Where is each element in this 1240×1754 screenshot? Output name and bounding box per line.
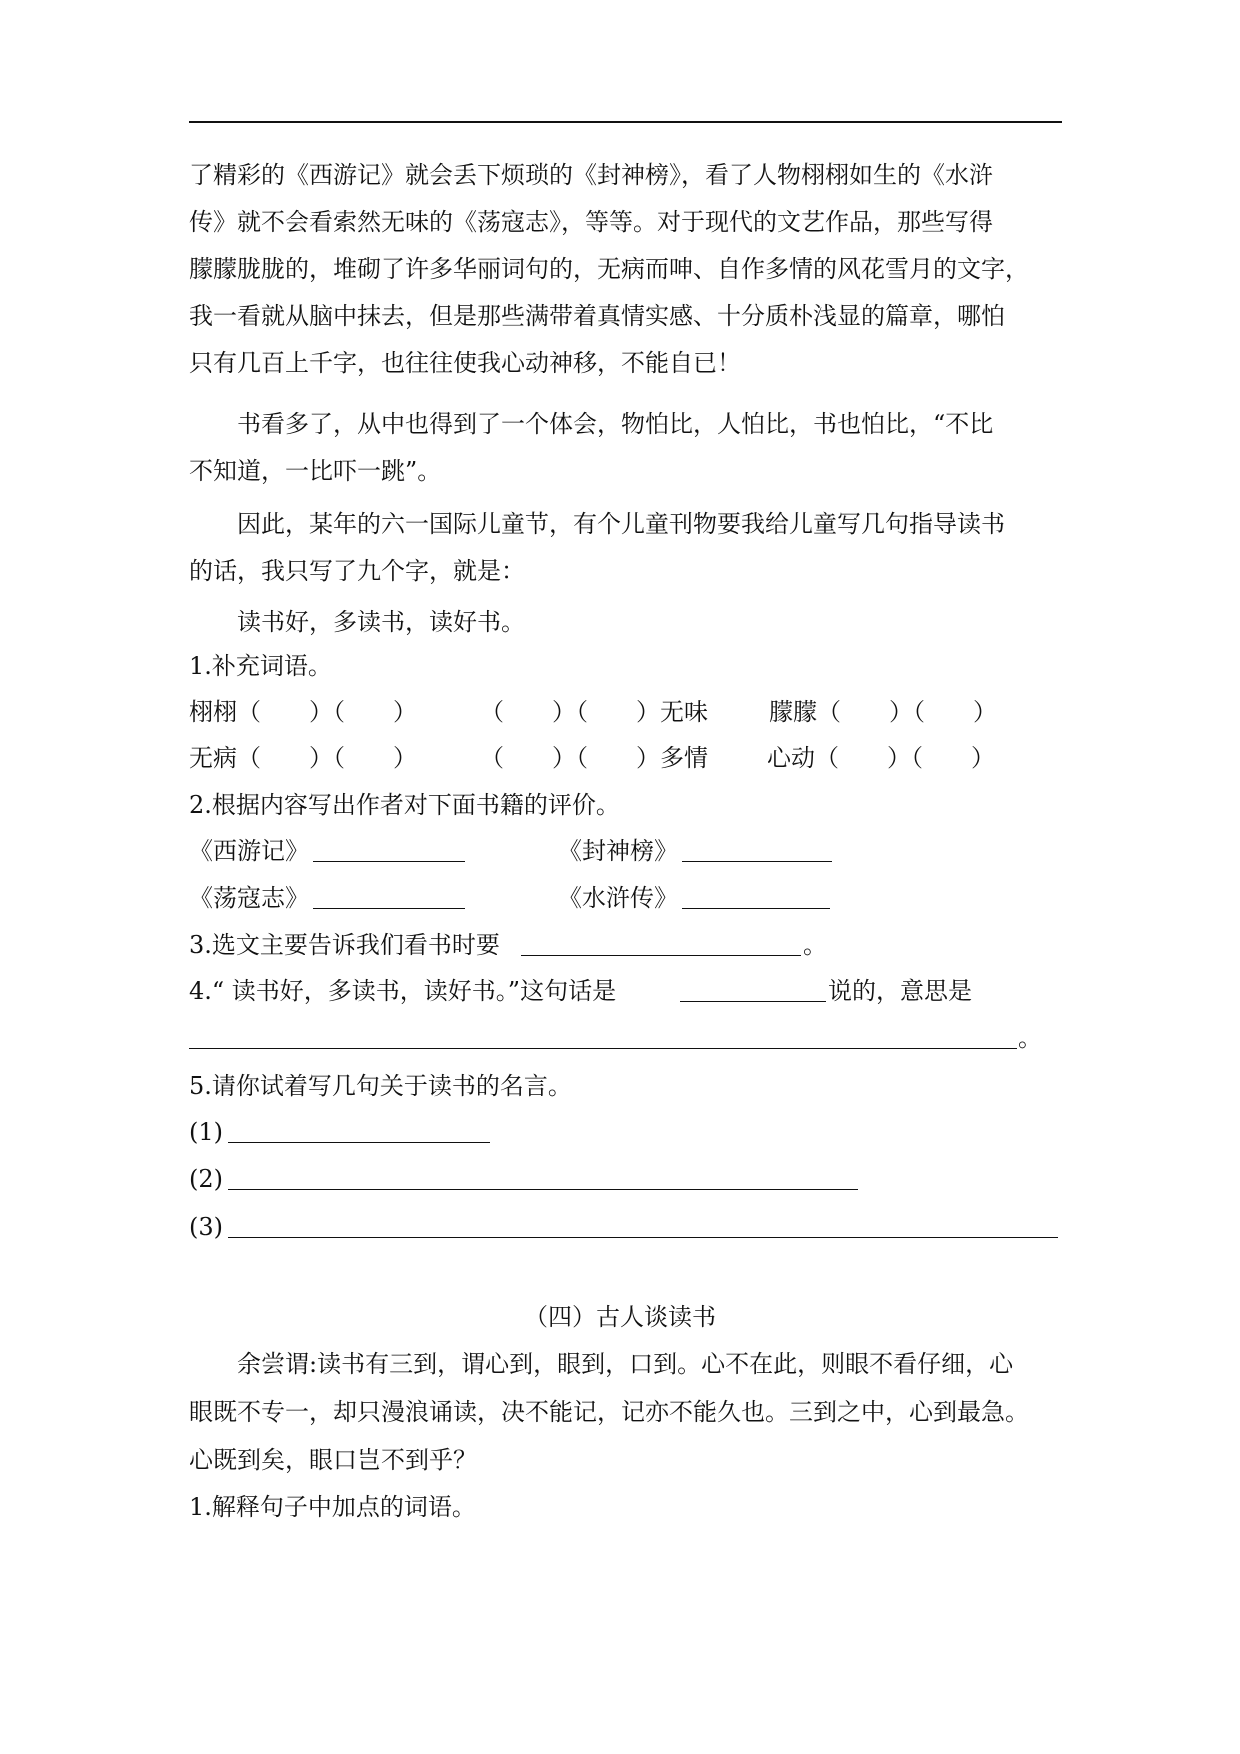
q1-blank-group-6[interactable]: （ ）（ ）: [815, 744, 995, 772]
book-xiyouji: 《西游记》: [189, 837, 309, 865]
answer-line-q3[interactable]: [521, 933, 801, 956]
q1-blank-group-1[interactable]: （ ）（ ）: [237, 698, 417, 726]
passage-line: 朦朦胧胧的，堆砌了许多华丽词句的，无病而呻、自作多情的风花雪月的文字，: [189, 255, 1029, 283]
section-4-line: 心既到矣，眼口岂不到乎？: [189, 1446, 477, 1474]
answer-line-xiyouji[interactable]: [313, 839, 465, 862]
q1-blank-group-5[interactable]: （ ）（ ）多情: [480, 744, 708, 772]
q3-period: 。: [803, 931, 827, 959]
answer-line-q4-speaker[interactable]: [680, 979, 826, 1002]
passage-line: 的话，我只写了九个字，就是：: [189, 557, 525, 585]
answer-line-dangkouzhi[interactable]: [313, 886, 465, 909]
section-4-line: 余尝谓:读书有三到，谓心到，眼到，口到。心不在此，则眼不看仔细，心: [237, 1350, 1014, 1378]
q1-blank-group-3[interactable]: （ ）（ ）: [817, 698, 997, 726]
question-4-label: 4.“ 读书好，多读书，读好书。”这句话是: [189, 977, 617, 1005]
q4-period: 。: [1018, 1024, 1042, 1052]
q1-word-4: 无病: [189, 744, 237, 772]
question-2-label: 2.根据内容写出作者对下面书籍的评价。: [189, 791, 620, 819]
section-4-line: 眼既不专一，却只漫浪诵读，决不能记，记亦不能久也。三到之中，心到最急。: [189, 1398, 1029, 1426]
section-4-title: （四）古人谈读书: [524, 1303, 716, 1331]
question-5-label: 5.请你试着写几句关于读书的名言。: [189, 1072, 572, 1100]
answer-line-fengshenbang[interactable]: [682, 839, 832, 862]
answer-line-q5-3[interactable]: [228, 1215, 1058, 1238]
passage-line: 传》就不会看索然无味的《荡寇志》，等等。对于现代的文艺作品，那些写得: [189, 208, 993, 236]
passage-line: 书看多了，从中也得到了一个体会，物怕比，人怕比，书也怕比，“不比: [237, 410, 994, 438]
q1-blank-group-2[interactable]: （ ）（ ）无味: [480, 698, 708, 726]
passage-line: 不知道，一比吓一跳”。: [189, 457, 442, 485]
passage-line: 我一看就从脑中抹去，但是那些满带着真情实感、十分质朴浅显的篇章，哪怕: [189, 302, 1005, 330]
answer-line-shuihuzhuan[interactable]: [682, 886, 830, 909]
q1-word-1: 栩栩: [189, 698, 237, 726]
header-rule: [189, 121, 1062, 123]
q5-item-3-number: (3): [189, 1213, 223, 1241]
book-shuihuzhuan: 《水浒传》: [558, 884, 678, 912]
q4-mid-text: 说的，意思是: [828, 977, 972, 1005]
q5-item-1-number: (1): [189, 1118, 223, 1146]
passage-line: 读书好，多读书，读好书。: [237, 608, 525, 636]
section-4-question-1-label: 1.解释句子中加点的词语。: [189, 1493, 476, 1521]
q1-blank-group-4[interactable]: （ ）（ ）: [237, 744, 417, 772]
answer-line-q5-1[interactable]: [228, 1120, 490, 1143]
question-3-label: 3.选文主要告诉我们看书时要: [189, 931, 500, 959]
q1-word-6: 心动: [767, 744, 815, 772]
answer-line-q4-meaning[interactable]: [189, 1026, 1017, 1049]
passage-line: 了精彩的《西游记》就会丢下烦琐的《封神榜》，看了人物栩栩如生的《水浒: [189, 161, 993, 189]
book-dangkouzhi: 《荡寇志》: [189, 884, 309, 912]
passage-line: 只有几百上千字，也往往使我心动神移，不能自已！: [189, 349, 741, 377]
answer-line-q5-2[interactable]: [228, 1167, 858, 1190]
question-1-label: 1.补充词语。: [189, 652, 332, 680]
passage-line: 因此，某年的六一国际儿童节，有个儿童刊物要我给儿童写几句指导读书: [237, 510, 1005, 538]
q5-item-2-number: (2): [189, 1165, 223, 1193]
q1-word-3: 朦朦: [769, 698, 817, 726]
book-fengshenbang: 《封神榜》: [558, 837, 678, 865]
